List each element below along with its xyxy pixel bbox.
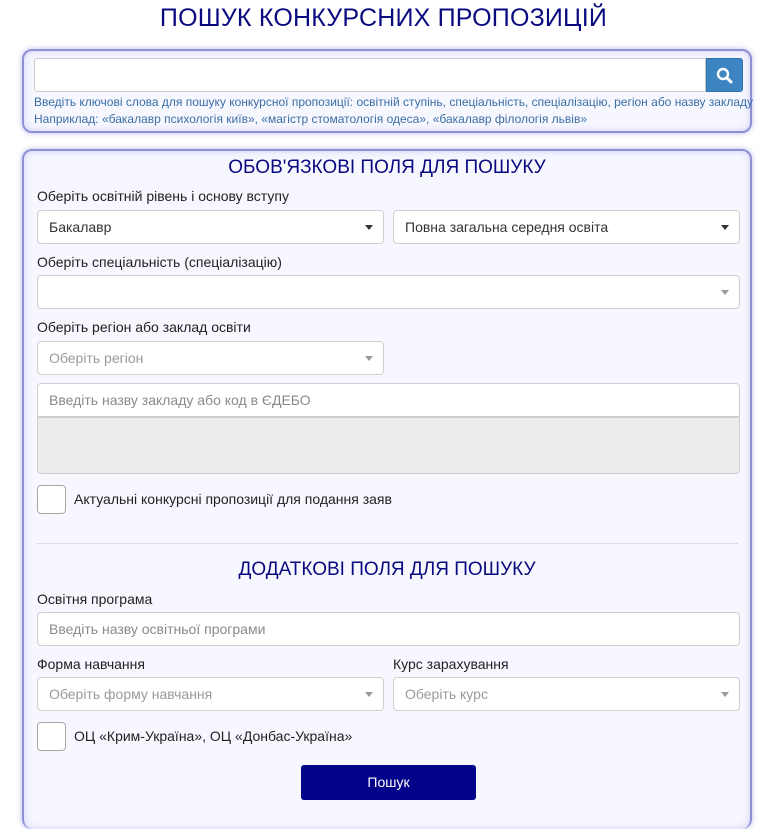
search-input[interactable]: [34, 58, 706, 92]
chevron-down-icon: [365, 692, 373, 697]
quick-search-panel: [22, 49, 752, 133]
institution-results-list[interactable]: [37, 417, 740, 474]
search-button[interactable]: [706, 58, 743, 92]
region-select[interactable]: [37, 341, 384, 375]
filters-panel: [22, 149, 752, 829]
course-select[interactable]: [393, 677, 740, 711]
study-form-placeholder: Оберіть форму навчання: [49, 686, 213, 702]
oc-checkbox-label: ОЦ «Крим-Україна», ОЦ «Донбас-Україна»: [74, 728, 353, 744]
chevron-down-icon: [721, 225, 729, 230]
institution-search-input[interactable]: [37, 383, 740, 417]
study-form-label: Форма навчання: [37, 656, 145, 672]
search-submit-button[interactable]: Пошук: [301, 765, 476, 800]
search-hint: Введіть ключові слова для пошуку конкурсної пропозиції: освітній ступінь, спеціальність, спеціалізацію, регіон або назву закладу: [34, 95, 754, 109]
page-title: ПОШУК КОНКУРСНИХ ПРОПОЗИЦІЙ: [159, 4, 608, 32]
oc-checkbox[interactable]: [37, 722, 66, 751]
search-icon: [716, 67, 733, 84]
institution-placeholder: Введіть назву закладу або код в ЄДЕБО: [49, 392, 311, 408]
education-level-select[interactable]: [37, 210, 384, 244]
region-placeholder: Оберіть регіон: [49, 350, 144, 366]
specialty-select[interactable]: [37, 275, 740, 309]
actual-offers-checkbox[interactable]: [37, 485, 66, 514]
study-form-select[interactable]: [37, 677, 384, 711]
search-example: Наприклад: «бакалавр психологія київ», «магістр стоматологія одеса», «бакалавр філологія львів»: [34, 112, 588, 126]
admission-basis-select[interactable]: [393, 210, 740, 244]
level-label: Оберіть освітній рівень і основу вступу: [37, 188, 289, 204]
course-label: Курс зарахування: [393, 656, 509, 672]
actual-offers-label: Актуальні конкурсні пропозиції для подання заяв: [74, 491, 392, 507]
chevron-down-icon: [721, 692, 729, 697]
admission-basis-value: Повна загальна середня освіта: [405, 219, 609, 235]
course-placeholder: Оберіть курс: [405, 686, 488, 702]
region-label: Оберіть регіон або заклад освіти: [37, 319, 251, 335]
chevron-down-icon: [365, 225, 373, 230]
specialty-label: Оберіть спеціальність (спеціалізацію): [37, 254, 282, 270]
optional-fields-title: ДОДАТКОВІ ПОЛЯ ДЛЯ ПОШУКУ: [238, 559, 536, 580]
program-input[interactable]: [37, 612, 740, 646]
program-label: Освітня програма: [37, 591, 153, 607]
section-divider: [37, 543, 738, 544]
education-level-value: Бакалавр: [49, 219, 112, 235]
chevron-down-icon: [365, 356, 373, 361]
program-placeholder: Введіть назву освітньої програми: [49, 621, 266, 637]
required-fields-title: ОБОВ'ЯЗКОВІ ПОЛЯ ДЛЯ ПОШУКУ: [228, 157, 546, 178]
chevron-down-icon: [721, 290, 729, 295]
